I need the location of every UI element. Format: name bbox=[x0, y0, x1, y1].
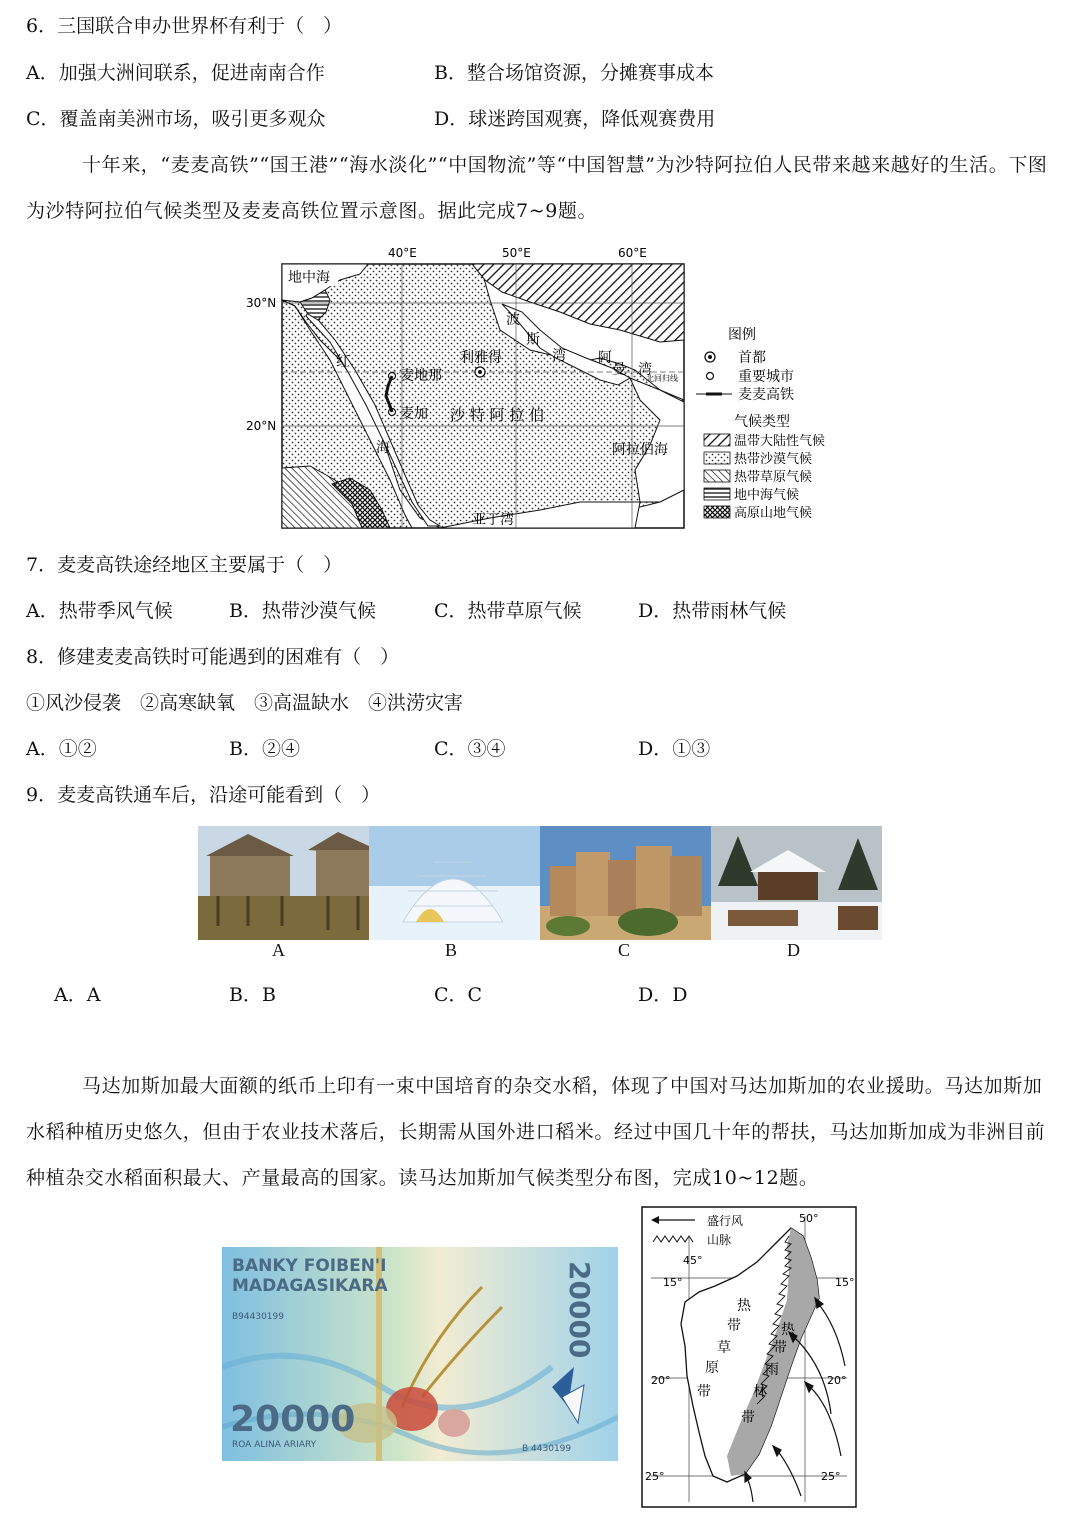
q9-option-a: A．A bbox=[54, 984, 101, 1006]
label-oman-3: 湾 bbox=[638, 362, 652, 378]
q7-option-c: C．热带草原气候 bbox=[434, 600, 582, 622]
photo-label-b: B bbox=[445, 940, 458, 960]
lat-30: 30°N bbox=[246, 296, 277, 310]
serial-top: B94430199 bbox=[232, 1312, 284, 1322]
savanna-char-3: 草 bbox=[717, 1340, 731, 1356]
lat-20: 20°N bbox=[246, 419, 277, 433]
q8-option-c: C．③④ bbox=[434, 738, 506, 760]
savanna-char-1: 热 bbox=[737, 1298, 751, 1314]
photo-label-d: D bbox=[787, 940, 800, 960]
legend-wind: 盛行风 bbox=[707, 1214, 744, 1228]
savanna-char-2: 带 bbox=[727, 1318, 741, 1334]
q6-option-a: A．加强大洲间联系，促进南南合作 bbox=[26, 62, 325, 84]
denomination-words: ROA ALINA ARIARY bbox=[232, 1440, 317, 1450]
lat20-left: 20° bbox=[651, 1374, 671, 1387]
savanna-char-4: 原 bbox=[705, 1360, 719, 1376]
bank-name-line1: BANKY FOIBEN'I bbox=[232, 1256, 387, 1276]
q9-option-b: B．B bbox=[229, 984, 276, 1006]
lat20-right: 20° bbox=[827, 1374, 847, 1387]
lat25-left: 25° bbox=[645, 1470, 665, 1483]
lat15-left: 15° bbox=[663, 1276, 683, 1289]
map-legend bbox=[696, 327, 825, 521]
photo-c-desert-town bbox=[540, 826, 711, 940]
saudi-climate-map bbox=[240, 240, 840, 532]
photo-b-igloo bbox=[369, 826, 540, 940]
photo-d-snow-cabin bbox=[711, 826, 882, 940]
legend-c2: 热带沙漠气候 bbox=[734, 452, 813, 467]
label-red-sea-2: 海 bbox=[376, 440, 390, 456]
madagascar-climate-map bbox=[641, 1206, 857, 1508]
lat15-right: 15° bbox=[835, 1276, 855, 1289]
serial-bottom: B 4430199 bbox=[522, 1444, 572, 1454]
q9-option-c: C．C bbox=[434, 984, 483, 1006]
legend-climate-title: 气候类型 bbox=[734, 414, 790, 430]
label-red-sea-1: 红 bbox=[336, 354, 350, 370]
lon-50: 50°E bbox=[502, 246, 531, 260]
rainforest-char-5: 带 bbox=[741, 1410, 755, 1426]
label-oman-1: 阿 bbox=[598, 350, 612, 366]
legend-c4: 地中海气候 bbox=[734, 488, 800, 503]
passage-madagascar: 马达加斯加最大面额的纸币上印有一束中国培育的杂交水稻，体现了中国对马达加斯加的农业援助。马达加斯加水稻种植历史悠久，但由于农业技术落后，长期需从国外进口稻米。经过中国几十年的帮扶，马达加斯加成为非洲目前种植杂交水稻面积最大、产量最高的国家。读马达加斯加气候类型分布图，完成10~12题。 bbox=[26, 1075, 1046, 1189]
q9-stem: 9．麦麦高铁通车后，沿途可能看到（ ） bbox=[26, 784, 381, 806]
legend-title: 图例 bbox=[728, 327, 756, 343]
rainforest-char-4: 林 bbox=[753, 1384, 767, 1400]
savanna-char-5: 带 bbox=[697, 1384, 711, 1400]
denomination-vertical: 20000 bbox=[563, 1261, 596, 1359]
legend-c5: 高原山地气候 bbox=[734, 506, 813, 521]
legend-capital: 首都 bbox=[738, 350, 766, 366]
photo-label-c: C bbox=[618, 940, 631, 960]
madagascar-banknote bbox=[222, 1247, 618, 1461]
passage-saudi: 十年来，“麦麦高铁”“国王港”“海水淡化”“中国物流”等“中国智慧”为沙特阿拉伯人民带来越来越好的生活。下图为沙特阿拉伯气候类型及麦麦高铁位置示意图。据此完成7~9题。 bbox=[26, 154, 1048, 222]
legend-c3: 热带草原气候 bbox=[734, 470, 813, 485]
rainforest-char-1: 热 bbox=[781, 1322, 795, 1338]
bank-name-line2: MADAGASIKARA bbox=[232, 1276, 388, 1296]
q8-option-d: D．①③ bbox=[638, 738, 711, 760]
q8-option-a: A．①② bbox=[26, 738, 97, 760]
q9-photo-strip bbox=[198, 826, 882, 940]
legend-city-icon bbox=[707, 373, 714, 380]
q7-option-a: A．热带季风气候 bbox=[26, 600, 173, 622]
denomination: 20000 bbox=[230, 1399, 356, 1440]
q7-option-d: D．热带雨林气候 bbox=[638, 600, 787, 622]
q8-stem: 8．修建麦麦高铁时可能遇到的困难有（ ） bbox=[26, 646, 400, 668]
label-oman-2: 曼 bbox=[612, 362, 626, 378]
q9-option-d: D．D bbox=[638, 984, 688, 1006]
q6-stem: 6．三国联合申办世界杯有利于（ ） bbox=[26, 15, 343, 37]
label-medina: 麦地那 bbox=[400, 368, 442, 384]
legend-railway: 麦麦高铁 bbox=[738, 387, 794, 403]
q8-items: ①风沙侵袭 ②高寒缺氧 ③高温缺水 ④洪涝灾害 bbox=[26, 692, 464, 714]
photo-label-a: A bbox=[272, 940, 285, 960]
legend-city: 重要城市 bbox=[738, 369, 794, 385]
photo-a-stilt-house bbox=[198, 826, 369, 940]
lon50: 50° bbox=[799, 1212, 819, 1225]
label-persian-2: 斯 bbox=[526, 332, 540, 348]
label-saudi-arabia: 沙 特 阿 拉 伯 bbox=[450, 406, 545, 424]
label-arabian-sea: 阿拉伯海 bbox=[612, 442, 668, 458]
label-riyadh: 利雅得 bbox=[460, 350, 502, 366]
lon45: 45° bbox=[683, 1254, 703, 1267]
q6-option-d: D．球迷跨国观赛，降低观赛费用 bbox=[434, 108, 716, 130]
q7-stem: 7．麦麦高铁途经地区主要属于（ ） bbox=[26, 554, 343, 576]
lon-60: 60°E bbox=[618, 246, 647, 260]
legend-mountain: 山脉 bbox=[707, 1233, 732, 1247]
q8-option-b: B．②④ bbox=[229, 738, 300, 760]
label-gulf-of-aden: 亚丁湾 bbox=[472, 512, 514, 528]
q7-option-b: B．热带沙漠气候 bbox=[229, 600, 376, 622]
lon-40: 40°E bbox=[388, 246, 417, 260]
label-tropic: 北回归线 bbox=[646, 374, 678, 383]
lat25-right: 25° bbox=[821, 1470, 841, 1483]
q6-option-b: B．整合场馆资源，分摊赛事成本 bbox=[434, 62, 714, 84]
q6-option-c: C．覆盖南美洲市场，吸引更多观众 bbox=[26, 108, 326, 130]
label-persian-1: 波 bbox=[506, 312, 520, 328]
label-mecca: 麦加 bbox=[400, 406, 428, 422]
legend-c1: 温带大陆性气候 bbox=[734, 434, 826, 449]
label-mediterranean: 地中海 bbox=[288, 270, 330, 286]
rainforest-char-2: 带 bbox=[773, 1340, 787, 1356]
label-persian-3: 湾 bbox=[552, 348, 566, 364]
rainforest-char-3: 雨 bbox=[765, 1362, 779, 1378]
